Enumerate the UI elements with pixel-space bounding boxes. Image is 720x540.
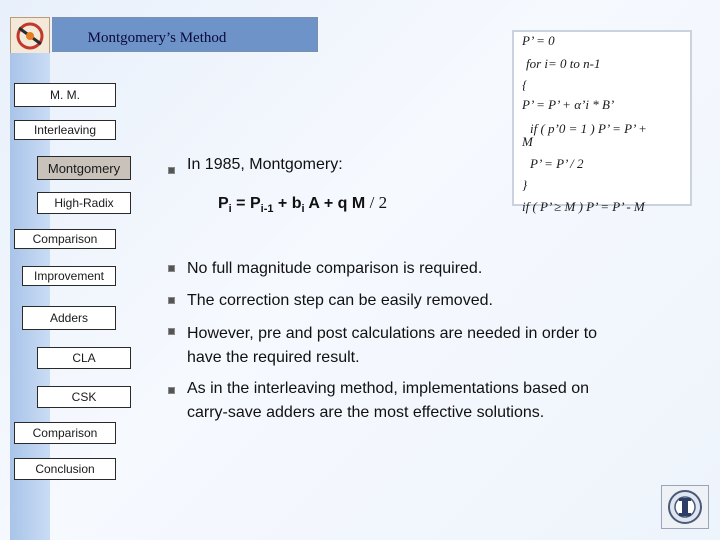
- bullet-text-1: No full magnitude comparison is required.: [187, 260, 483, 277]
- code-line-2: for i= 0 to n-1: [526, 56, 601, 71]
- university-seal-icon: [661, 485, 709, 529]
- nav-comparison-1-label: Comparison: [32, 232, 98, 246]
- nav-comparison-1[interactable]: [14, 229, 116, 249]
- bullet-text-2: The correction step can be easily removed.: [187, 292, 493, 309]
- nav-interleaving[interactable]: [14, 120, 116, 140]
- bullet-icon: [168, 297, 175, 304]
- nav-comparison-2-label: Comparison: [32, 426, 98, 440]
- nav-mm-label: M. M.: [50, 88, 80, 102]
- formula-div: / 2: [369, 193, 388, 212]
- bullet-text-4b: carry-save adders are the most effective solutions.: [187, 404, 545, 421]
- nav-conclusion[interactable]: [14, 458, 116, 480]
- nav-interleaving-label: Interleaving: [33, 123, 97, 137]
- nav-montgomery[interactable]: [37, 156, 131, 180]
- institution-logo: [10, 17, 50, 55]
- nav-csk[interactable]: [37, 386, 131, 408]
- nav-mm[interactable]: [14, 83, 116, 107]
- formula-p: P: [218, 195, 229, 212]
- bullet-text-3a: However, pre and post calculations are needed in order to: [187, 325, 598, 342]
- formula-sub-bi: i: [301, 203, 305, 216]
- nav-csk-label: CSK: [71, 390, 97, 404]
- bullet-text-4a: As in the interleaving method, implementations based on: [187, 380, 590, 397]
- title-bar: [52, 17, 318, 52]
- code-line-1: P’ = 0: [522, 33, 555, 48]
- intro-text: In 1985, Montgomery:: [187, 156, 343, 173]
- code-line-4: P’ = P’ + α’i * B’: [522, 97, 615, 112]
- formula-eq: = P: [231, 195, 261, 212]
- code-line-3: {: [522, 77, 528, 92]
- formula-rest: A + q M: [304, 195, 370, 212]
- code-line-6: M: [522, 134, 533, 149]
- formula-plus-b: + b: [273, 195, 302, 212]
- montgomery-formula: [218, 193, 387, 215]
- nav-high-radix[interactable]: [37, 192, 131, 214]
- nav-comparison-2[interactable]: [14, 422, 116, 444]
- nav-montgomery-label: Montgomery: [47, 160, 121, 176]
- nav-improvement[interactable]: [22, 266, 116, 286]
- bullet-icon: [168, 387, 175, 394]
- page-title: Montgomery’s Method: [87, 30, 227, 46]
- code-line-7: P’ = P’ / 2: [530, 156, 584, 171]
- nav-high-radix-label: High-Radix: [54, 196, 114, 210]
- nav-cla[interactable]: [37, 347, 131, 369]
- formula-sub-i: i: [228, 203, 232, 216]
- code-line-8: }: [522, 177, 528, 192]
- bullet-icon: [168, 328, 175, 335]
- code-line-9: if ( P’ ≥ M ) P’ = P’ - M: [522, 199, 645, 214]
- nav-adders-label: Adders: [49, 311, 89, 325]
- bullet-icon: [168, 167, 175, 174]
- bullet-icon: [168, 265, 175, 272]
- formula-sub-im1: i-1: [260, 203, 274, 216]
- nav-improvement-label: Improvement: [33, 269, 105, 283]
- bullet-text-3b: have the required result.: [187, 349, 360, 366]
- nav-adders[interactable]: [22, 306, 116, 330]
- nav-cla-label: CLA: [72, 351, 96, 365]
- code-line-5: if ( p’0 = 1 ) P’ = P’ +: [530, 121, 647, 136]
- nav-conclusion-label: Conclusion: [35, 462, 95, 476]
